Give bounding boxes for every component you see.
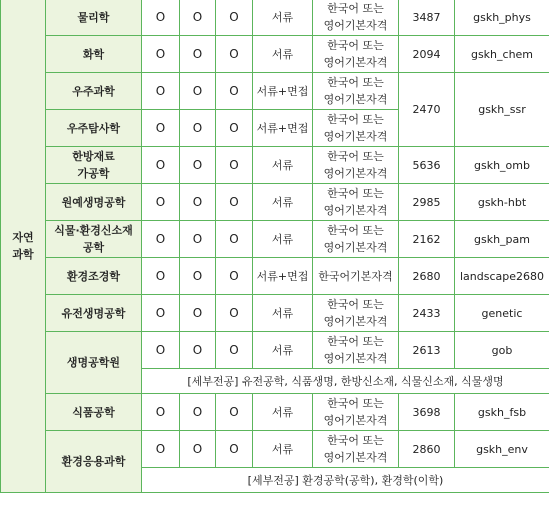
table-row	[1, 332, 549, 369]
department-name: 식물·환경신소재 공학	[46, 221, 142, 258]
circle-mark: O	[180, 110, 216, 147]
circle-mark: O	[142, 295, 180, 332]
circle-mark: O	[216, 147, 253, 184]
screening-method: 서류+면접	[253, 110, 313, 147]
language-requirement: 한국어기본자격	[313, 258, 399, 295]
screening-method: 서류	[253, 184, 313, 221]
table-row	[1, 221, 549, 258]
circle-mark: O	[216, 0, 253, 36]
program-code: 2094	[399, 36, 455, 73]
circle-mark: O	[216, 110, 253, 147]
program-id: gskh_phys	[455, 0, 549, 36]
language-requirement: 한국어 또는 영어기본자격	[313, 36, 399, 73]
program-id: gskh-hbt	[455, 184, 549, 221]
table-row	[1, 431, 549, 468]
table-row	[1, 0, 549, 36]
detail-major-note: [세부전공] 유전공학, 식품생명, 한방신소재, 식물신소재, 식물생명	[142, 369, 549, 394]
circle-mark: O	[180, 73, 216, 110]
language-requirement: 한국어 또는 영어기본자격	[313, 184, 399, 221]
language-requirement: 한국어 또는 영어기본자격	[313, 73, 399, 110]
screening-method: 서류+면접	[253, 258, 313, 295]
program-id: gskh_ssr	[455, 73, 549, 147]
circle-mark: O	[142, 0, 180, 36]
program-id: gskh_chem	[455, 36, 549, 73]
language-requirement: 한국어 또는 영어기본자격	[313, 221, 399, 258]
program-id: gskh_pam	[455, 221, 549, 258]
table-row	[1, 258, 549, 295]
circle-mark: O	[180, 332, 216, 369]
circle-mark: O	[216, 394, 253, 431]
department-name: 유전생명공학	[46, 295, 142, 332]
circle-mark: O	[180, 0, 216, 36]
circle-mark: O	[142, 431, 180, 468]
language-requirement: 한국어 또는 영어기본자격	[313, 147, 399, 184]
program-code: 2860	[399, 431, 455, 468]
program-code: 2985	[399, 184, 455, 221]
screening-method: 서류	[253, 0, 313, 36]
language-requirement: 한국어 또는 영어기본자격	[313, 394, 399, 431]
department-name: 우주과학	[46, 73, 142, 110]
detail-major-note: [세부전공] 환경공학(공학), 환경학(이학)	[142, 468, 549, 493]
circle-mark: O	[180, 295, 216, 332]
department-name: 한방재료 가공학	[46, 147, 142, 184]
department-name: 원예생명공학	[46, 184, 142, 221]
table-row	[1, 295, 549, 332]
circle-mark: O	[216, 73, 253, 110]
circle-mark: O	[216, 36, 253, 73]
circle-mark: O	[216, 258, 253, 295]
department-name: 환경응용과학	[46, 431, 142, 493]
circle-mark: O	[180, 221, 216, 258]
program-id: gskh_fsb	[455, 394, 549, 431]
screening-method: 서류	[253, 147, 313, 184]
circle-mark: O	[142, 258, 180, 295]
circle-mark: O	[180, 147, 216, 184]
circle-mark: O	[180, 394, 216, 431]
circle-mark: O	[142, 184, 180, 221]
circle-mark: O	[142, 73, 180, 110]
screening-method: 서류	[253, 221, 313, 258]
screening-method: 서류+면접	[253, 73, 313, 110]
category-cell: 자연 과학	[1, 0, 46, 493]
department-name: 식품공학	[46, 394, 142, 431]
circle-mark: O	[142, 36, 180, 73]
screening-method: 서류	[253, 394, 313, 431]
program-code: 5636	[399, 147, 455, 184]
department-name: 물리학	[46, 0, 142, 36]
program-code: 2680	[399, 258, 455, 295]
circle-mark: O	[180, 184, 216, 221]
department-name: 화학	[46, 36, 142, 73]
program-code: 3698	[399, 394, 455, 431]
table-row	[1, 184, 549, 221]
language-requirement: 한국어 또는 영어기본자격	[313, 431, 399, 468]
table-row	[1, 36, 549, 73]
circle-mark: O	[216, 295, 253, 332]
department-name: 생명공학원	[46, 332, 142, 394]
program-code: 2162	[399, 221, 455, 258]
language-requirement: 한국어 또는 영어기본자격	[313, 332, 399, 369]
program-code: 3487	[399, 0, 455, 36]
circle-mark: O	[180, 431, 216, 468]
circle-mark: O	[216, 332, 253, 369]
program-id: gskh_env	[455, 431, 549, 468]
program-code: 2433	[399, 295, 455, 332]
circle-mark: O	[142, 394, 180, 431]
circle-mark: O	[142, 221, 180, 258]
program-id: genetic	[455, 295, 549, 332]
table-row	[1, 394, 549, 431]
table-row	[1, 73, 549, 110]
language-requirement: 한국어 또는 영어기본자격	[313, 295, 399, 332]
circle-mark: O	[142, 147, 180, 184]
table-row	[1, 147, 549, 184]
department-name: 우주탐사학	[46, 110, 142, 147]
circle-mark: O	[216, 221, 253, 258]
program-id: landscape2680	[455, 258, 549, 295]
department-name: 환경조경학	[46, 258, 142, 295]
circle-mark: O	[216, 431, 253, 468]
circle-mark: O	[180, 258, 216, 295]
screening-method: 서류	[253, 295, 313, 332]
screening-method: 서류	[253, 36, 313, 73]
circle-mark: O	[180, 36, 216, 73]
program-id: gskh_omb	[455, 147, 549, 184]
circle-mark: O	[142, 110, 180, 147]
language-requirement: 한국어 또는 영어기본자격	[313, 0, 399, 36]
program-code: 2613	[399, 332, 455, 369]
circle-mark: O	[142, 332, 180, 369]
language-requirement: 한국어 또는 영어기본자격	[313, 110, 399, 147]
program-code: 2470	[399, 73, 455, 147]
program-id: gob	[455, 332, 549, 369]
circle-mark: O	[216, 184, 253, 221]
screening-method: 서류	[253, 332, 313, 369]
screening-method: 서류	[253, 431, 313, 468]
